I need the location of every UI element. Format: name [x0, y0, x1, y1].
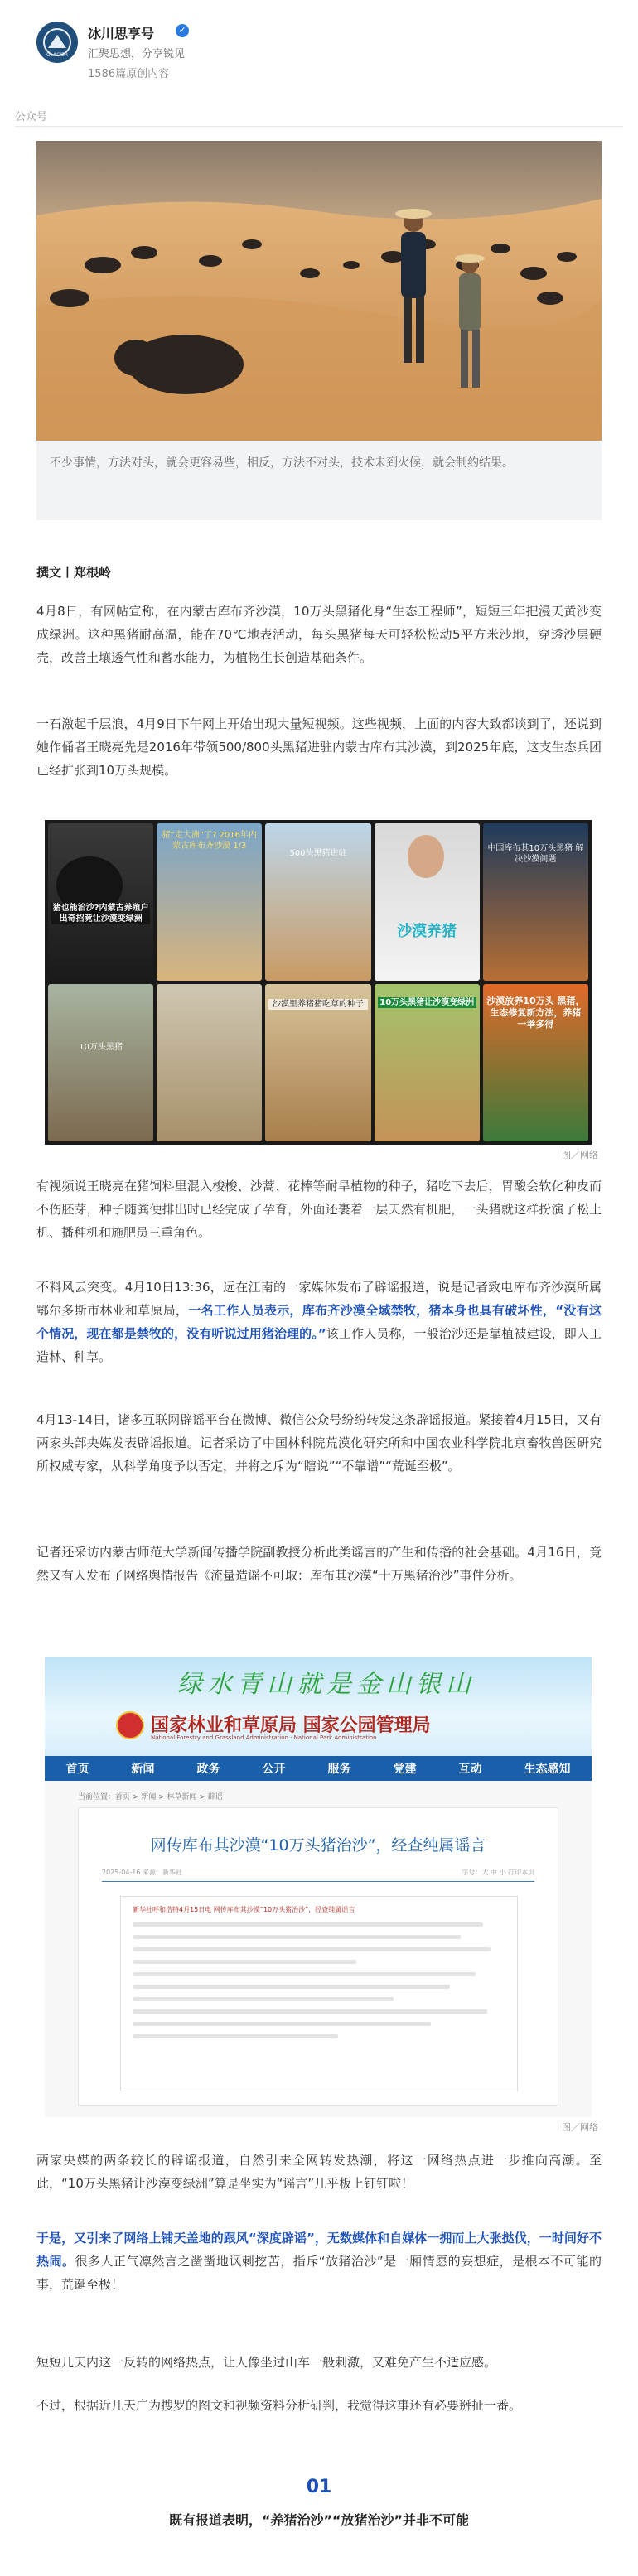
account-type-label: 公众号: [15, 111, 48, 123]
video-tile: [48, 823, 153, 981]
paragraph-8-highlight: 于是，又引来了网络上铺天盖地的跟风“深度辟谣”，无数媒体和自媒体一拥而上大张挞伐，一时间好不热闹。: [36, 2231, 602, 2269]
gov-nav-item: 服务: [327, 1763, 351, 1776]
hero-caption: 不少事情，方法对头，就会更容易些，相反，方法不对头，技术未到火候，就会制约结果。: [36, 441, 602, 520]
video-screenshot-grid: [45, 820, 592, 1145]
section-title: 既有报道表明，“养猪治沙”“放猪治沙”并非不可能: [168, 2512, 470, 2528]
paragraph-6: 记者还采访内蒙古师范大学新闻传播学院副教授分析此类谣言的产生和传播的社会基础。4月16日，竟然又有人发布了网络舆情报告《流量造谣不可取：库布其沙漠“十万黑猪治沙”事件分析。: [36, 1545, 602, 1583]
paragraph-1: 4月8日，有网帖宣称，在内蒙古库布齐沙漠，10万头黑猪化身“生态工程师”，短短三年把漫天黄沙变成绿洲。这种黑猪耐高温，能在70℃地表活动，每头黑猪每天可轻松松动5平方米沙地，穿透沙层硬壳，改善土壤透气性和蓄水能力，为植物生长创造基础条件。: [36, 604, 602, 665]
video-grid-credit: 图／网络: [562, 1150, 598, 1160]
paragraph-5: 4月13-14日，诸多互联网辟谣平台在微博、微信公众号纷纷转发这条辟谣报道。紧接着4月15日，又有两家头部央媒发表辟谣报道。记者采访了中国林科院荒漠化研究所和中国农业科学院北京畜牧兽医研究所权威专家，从科学角度予以否定，并将之斥为“瞎说”“不靠谱”“荒诞至极”。: [36, 1412, 602, 1474]
gov-nav-item: 政务: [196, 1763, 220, 1776]
video-tile: [157, 984, 262, 1141]
video-tile: [375, 823, 480, 981]
gov-banner: [45, 1657, 592, 1756]
section-number: 01: [306, 2477, 332, 2497]
paragraph-4-text-b: 该工作人员称，一般治沙还是靠植被建设，即人工造林、种草。: [36, 1326, 602, 1364]
text-line: [133, 1960, 356, 1964]
gov-calligraphy: 绿水青山就是金山银山: [177, 1670, 476, 1699]
gov-site-screenshot: [45, 1657, 592, 2117]
paragraph-3: 有视频说王晓亮在猪饲料里混入梭梭、沙蒿、花棒等耐旱植物的种子，猪吃下去后，胃酸会软化种皮而不伤胚芽，种子随粪便排出时已经完成了孕育，外面还裹着一层天然有机肥，一头猪就这样扮演了松土机、播种机和施肥员三重角色。: [36, 1179, 602, 1240]
paragraph-9: 短短几天内这一反转的网络热点，让人像坐过山车一般刺激，又难免产生不适应感。: [36, 2355, 497, 2370]
text-line: [133, 2022, 431, 2026]
video-tile: [265, 823, 370, 981]
gov-inner-title: 新华社呼和浩特4月15日电 网传库布其沙漠“10万头猪治沙”，经查纯属谣言: [133, 1906, 355, 1913]
account-avatar[interactable]: [36, 22, 78, 63]
paragraph-4-highlight: 一名工作人员表示，库布齐沙漠全域禁牧，猪本身也具有破坏性，“没有这个情况，现在都是禁牧的，没有听说过用猪治理的。”: [36, 1303, 602, 1341]
gov-article-body: [120, 1896, 518, 2091]
gov-nav-bar: [45, 1756, 592, 1781]
video-tile-caption: 猪“走大洲”了? 2016年内蒙古库布齐沙漠 1/3: [162, 831, 257, 851]
account-header: [15, 18, 608, 123]
gov-article-meta: 2025-04-16 来源：新华社: [102, 1869, 183, 1876]
gov-article-title: 网传库布其沙漠“10万头猪治沙”，经查纯属谣言: [150, 1836, 486, 1855]
national-emblem-icon: [116, 1711, 144, 1739]
avatar-text: GLACIER: [46, 52, 69, 58]
author-line: 撰文丨郑根岭: [36, 565, 112, 580]
paragraph-7: 两家央媒的两条较长的辟谣报道，自然引来全网转发热潮，将这一网络热点进一步推向高潮。至此，“10万头黑猪让沙漠变绿洲”算是坐实为“谣言”几乎板上钉钉啦！: [36, 2153, 602, 2191]
account-slogan: 汇聚思想，分享锐见: [88, 48, 186, 60]
video-tile-caption: 500头黑猪进驻: [289, 849, 347, 858]
gov-nav-item: 互动: [458, 1763, 482, 1776]
video-tile-caption: 猪也能治沙?内蒙古养殖户出奇招竟让沙漠变绿洲: [52, 904, 149, 924]
gov-breadcrumb: 当前位置：首页 > 新闻 > 林草新闻 > 辟谣: [78, 1793, 223, 1802]
paragraph-10: 不过，根据近几天广为搜罗的图文和视频资料分析研判，我觉得这事还有必要掰扯一番。: [36, 2398, 522, 2413]
video-tile: [48, 984, 153, 1141]
gov-nav-item: 新闻: [131, 1763, 155, 1776]
text-line: [133, 1972, 476, 1976]
gov-nav-item: 生态感知: [524, 1763, 571, 1776]
paragraph-2: 一石激起千层浪，4月9日下午网上开始出现大量短视频。这些视频，上面的内容大致都谈到了，还说到她作俑者王晓亮先是2016年带领500/800头黑猪进驻内蒙古库布其沙漠，到2025年底，这支生态兵团已经扩张到10万头规模。: [36, 716, 602, 778]
paragraph-4-text-a: 不料风云突变。4月10日13:36，远在江南的一家媒体发布了辟谣报道，说是记者致电库布齐沙漠所属鄂尔多斯市林业和草原局，: [36, 1280, 602, 1318]
video-tile: [483, 823, 588, 981]
article-count: 1586篇原创内容: [88, 68, 170, 80]
gov-nav-item: 首页: [65, 1763, 89, 1776]
gov-screenshot-credit: 图／网络: [562, 2122, 598, 2133]
text-line: [133, 1947, 491, 1951]
paragraph-8-text: 很多人正气凛然言之凿凿地讽刺挖苦，指斥“放猪治沙”是一厢情愿的妄想症，是根本不可能的事，荒诞至极！: [36, 2254, 602, 2292]
video-tile: [375, 984, 480, 1141]
video-tile-caption: 沙漠养猪: [397, 923, 457, 940]
gov-org-title: 国家林业和草原局 国家公园管理局: [151, 1715, 431, 1736]
gov-nav-item: 党建: [393, 1763, 417, 1776]
text-line: [133, 1985, 450, 1989]
account-name[interactable]: 冰川思享号: [88, 26, 155, 41]
gov-org-subtitle: National Forestry and Grassland Administration · National Park Administration: [151, 1734, 377, 1741]
gov-article-rule: [102, 1881, 534, 1882]
text-line: [133, 2034, 338, 2038]
text-line: [133, 1922, 483, 1927]
video-tile: [483, 984, 588, 1141]
verified-icon: ✓: [176, 24, 189, 37]
paragraph-4: [36, 1276, 602, 1368]
text-line: [133, 2009, 487, 2014]
video-tile: [157, 823, 262, 981]
gov-article-tools: 字号：大 中 小 打印本页: [462, 1869, 534, 1876]
paragraph-8: [36, 2226, 602, 2296]
header-divider: [15, 126, 623, 127]
text-line: [133, 1997, 394, 2001]
gov-nav-item: 公开: [262, 1763, 286, 1776]
video-tile-caption: 中国库布其10万头黑猪 解决沙漠问题: [487, 844, 584, 864]
video-tile-caption: 沙漠里养猪猪吃草的种子: [268, 999, 367, 1010]
video-tile-caption: 沙漠放养10万头 黑猪，生态修复新方法，养猪一举多得: [486, 996, 585, 1030]
video-tile-caption: 10万头黑猪让沙漠变绿洲: [378, 997, 476, 1008]
text-line: [133, 1935, 461, 1939]
video-tile-caption: 10万头黑猪: [79, 1043, 123, 1052]
hero-image: [36, 141, 602, 441]
video-tile: [265, 984, 370, 1141]
mountain-icon: [48, 35, 66, 48]
gov-article: [78, 1807, 558, 2106]
